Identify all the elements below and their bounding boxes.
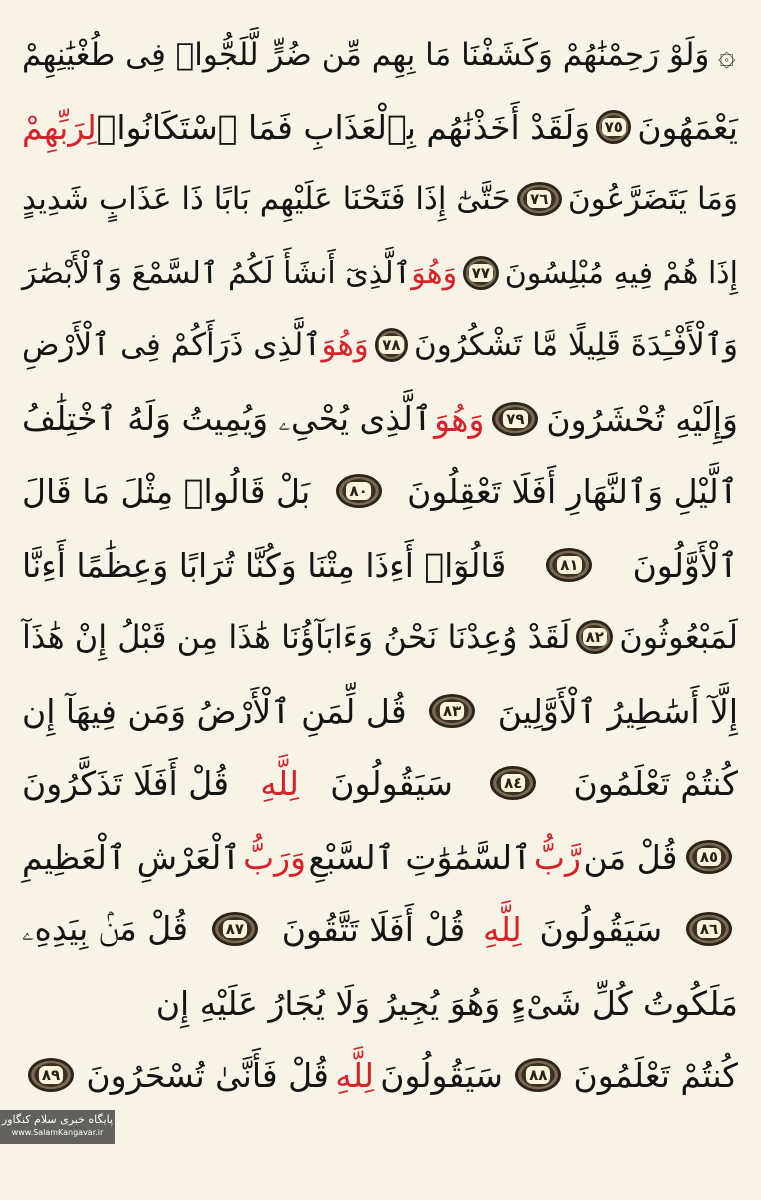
verse-text: إِذَا هُمْ فِيهِ مُبْلِسُونَ xyxy=(504,255,738,291)
verse-line xyxy=(22,310,738,380)
highlighted-word: وَهُوَ xyxy=(411,255,458,291)
ayah-number-marker xyxy=(517,182,562,216)
ayah-number: ٨٨ xyxy=(526,1066,550,1084)
verse-text: يَعْمَهُونَ xyxy=(637,107,738,147)
verse-line xyxy=(22,238,738,308)
ayah-number: ٨٧ xyxy=(223,920,247,938)
verse-line xyxy=(22,530,738,600)
watermark-url: www.SalamKangavar.ir xyxy=(11,1128,104,1137)
ayah-number-marker xyxy=(515,1058,561,1092)
ayah-number: ٧٥ xyxy=(602,118,626,136)
verse-text: بَلْ قَالُوا۟ مِثْلَ مَا قَالَ xyxy=(22,471,311,511)
verse-text: ٱلَّذِىٓ أَنشَأَ لَكُمُ ٱلسَّمْعَ وَٱلْأَبْصَٰرَ xyxy=(22,255,412,291)
ayah-number-marker xyxy=(576,620,613,654)
verse-text: قُلْ مَنۢ بِيَدِهِۦ xyxy=(22,909,189,948)
verse-line xyxy=(22,894,738,964)
ayah-number: ٧٨ xyxy=(379,336,403,354)
ayah-number: ٨٢ xyxy=(583,628,607,646)
highlighted-word: لِلَّهِ xyxy=(260,763,299,803)
ayah-number: ٨٩ xyxy=(39,1066,63,1084)
verse-text: سَيَقُولُونَ xyxy=(380,1055,503,1095)
verse-line xyxy=(22,456,738,526)
verse-text: قُل لِّمَنِ ٱلْأَرْضُ وَمَن فِيهَآ إِن xyxy=(22,691,407,731)
verse-text: كُنتُمْ تَعْلَمُونَ xyxy=(573,763,738,803)
ayah-number: ٨٥ xyxy=(697,848,721,866)
verse-line xyxy=(22,968,738,1038)
ayah-number: ٧٩ xyxy=(503,410,527,428)
ayah-number: ٧٦ xyxy=(527,190,551,208)
verse-line xyxy=(22,676,738,746)
highlighted-word: لِلَّهِ xyxy=(483,909,522,949)
verse-line xyxy=(22,822,738,892)
verse-text: ٱلَّذِى ذَرَأَكُمْ فِى ٱلْأَرْضِ xyxy=(22,327,322,363)
verse-text: حَتَّىٰٓ إِذَا فَتَحْنَا عَلَيْهِم بَابًا ذَا عَذَابٍ شَدِيدٍ xyxy=(22,181,511,217)
ayah-number-marker xyxy=(463,256,499,290)
verse-text: قُلْ أَفَلَا تَتَّقُونَ xyxy=(281,909,466,949)
verse-line xyxy=(22,1040,738,1110)
verse-line xyxy=(22,164,738,234)
verse-text: سَيَقُولُونَ xyxy=(539,909,663,949)
ayah-number-marker xyxy=(212,912,258,946)
ayah-number-marker xyxy=(686,912,732,946)
ayah-number-marker xyxy=(336,474,382,508)
verse-text: وَلَوْ رَحِمْنَٰهُمْ وَكَشَفْنَا مَا بِهِم مِّن ضُرٍّ لَّلَجُّوا۟ فِى طُغْيَٰنِهِمْ xyxy=(22,37,710,73)
verse-text: قُلْ فَأَنَّىٰ تُسْحَرُونَ xyxy=(86,1055,329,1095)
watermark xyxy=(0,1110,115,1144)
verse-text: لَمَبْعُوثُونَ xyxy=(619,618,738,656)
ayah-number: ٨٠ xyxy=(346,482,370,500)
highlighted-word: وَرَبُّ xyxy=(243,837,307,877)
rub-el-hizb-icon: ۞ xyxy=(717,37,736,73)
highlighted-word: وَهُوَ xyxy=(434,399,485,439)
ayah-number: ٨٤ xyxy=(501,774,525,792)
ayah-number-marker xyxy=(546,548,592,582)
verse-line xyxy=(22,748,738,818)
highlighted-word: رَّبُّ xyxy=(533,837,581,877)
ayah-number-marker xyxy=(490,766,536,800)
watermark-title: پایگاه خبری سلام کنگاور xyxy=(1,1113,114,1126)
ayah-number-marker xyxy=(375,328,408,362)
ayah-number: ٨٣ xyxy=(440,702,464,720)
verse-text: لَقَدْ وُعِدْنَا نَحْنُ وَءَابَآؤُنَا هَٰذَا مِن قَبْلُ إِنْ هَٰذَآ xyxy=(22,618,571,656)
ayah-number-marker xyxy=(492,402,538,436)
verse-text: مَلَكُوتُ كُلِّ شَىْءٍ وَهُوَ يُجِيرُ وَلَا يُجَارُ عَلَيْهِ إِن xyxy=(155,983,738,1023)
ayah-number: ٨١ xyxy=(557,556,581,574)
highlighted-word: لِرَبِّهِمْ xyxy=(22,107,97,147)
verse-line xyxy=(22,602,738,672)
verse-text: ٱلْعَرْشِ ٱلْعَظِيمِ xyxy=(22,837,241,877)
ayah-number: ٨٦ xyxy=(697,920,721,938)
verse-text: ٱلَّذِى يُحْىِۦ وَيُمِيتُ وَلَهُ ٱخْتِلَٰفُ xyxy=(22,399,433,438)
verse-text: وَإِلَيْهِ تُحْشَرُونَ xyxy=(546,399,738,439)
highlighted-word: وَهُوَ xyxy=(321,327,369,363)
verse-text: ٱلَّيْلِ وَٱلنَّهَارِ أَفَلَا تَعْقِلُونَ xyxy=(407,471,738,511)
verse-text: كُنتُمْ تَعْلَمُونَ xyxy=(573,1055,738,1095)
verse-line xyxy=(22,92,738,162)
verse-text: وَمَا يَتَضَرَّعُونَ xyxy=(567,181,738,217)
verse-line xyxy=(22,384,738,454)
ayah-number-marker xyxy=(429,694,475,728)
verse-text: إِلَّآ أَسَٰطِيرُ ٱلْأَوَّلِينَ xyxy=(497,691,738,731)
verse-text: ٱلْأَوَّلُونَ xyxy=(632,545,738,585)
highlighted-word: لِلَّهِ xyxy=(335,1055,374,1095)
verse-text: ٱلسَّمَٰوَٰتِ ٱلسَّبْعِ xyxy=(308,837,532,877)
verse-text: وَلَقَدْ أَخَذْنَٰهُم بِٱلْعَذَابِ فَمَا ٱسْتَكَانُوا۟ xyxy=(96,107,591,147)
verse-text: سَيَقُولُونَ xyxy=(330,763,453,803)
verse-text: قُلْ مَن xyxy=(583,837,678,877)
verse-text: قَالُوٓا۟ أَءِذَا مِتْنَا وَكُنَّا تُرَابًا وَعِظَٰمًا أَءِنَّا xyxy=(22,545,507,585)
ayah-number: ٧٧ xyxy=(469,264,493,282)
ayah-number-marker xyxy=(28,1058,74,1092)
verse-line xyxy=(22,20,738,90)
verse-text: وَٱلْأَفْـِٔدَةَ قَلِيلًا مَّا تَشْكُرُونَ xyxy=(413,327,738,363)
verse-text: قُلْ أَفَلَا تَذَكَّرُونَ xyxy=(22,763,229,803)
ayah-number-marker xyxy=(686,840,732,874)
ayah-number-marker xyxy=(596,110,631,144)
